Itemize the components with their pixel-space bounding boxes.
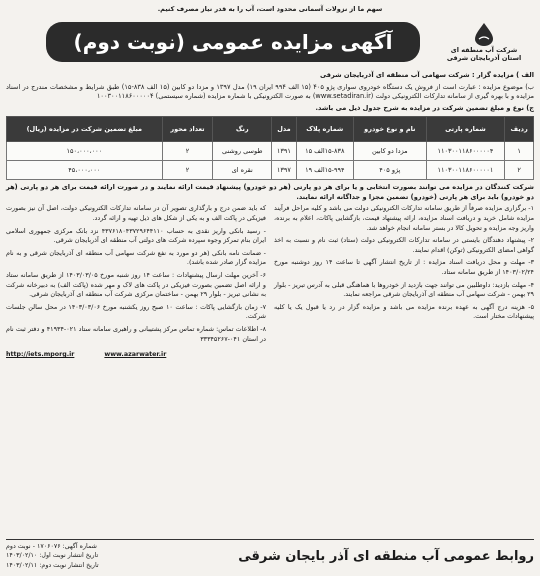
cell: ۱۳۹۱ xyxy=(272,142,296,161)
notice-title: آگهی مزایده عمومی (نوبت دوم) xyxy=(46,22,420,62)
cell: ۲ xyxy=(162,142,213,161)
footer-meta xyxy=(6,542,99,570)
cell: ۲ xyxy=(162,161,213,180)
section-b: ب) موضوع مزایده : عبارت است از فروش یک دستگاه خودروی سواری پژو ۴۰۵ (۱۵ الف ۹۹۴ ایران ۱۹) مدل ۱۳۹۷ و مزدا دو کابین (۱۵ الف ۸۳۸-۱۵) طبق شرایط و مشخصات مندرج در اسناد مزایده و با بهره گیری از سامانه تدارکات الکترونیکی دولت (www.setadiran.ir) به صورت الکترونیکی با شماره مزایده (شماره سیستمی) ۱۰۰۳۰۰۱۱۸۶۰۰۰۰۰۴ xyxy=(6,82,534,101)
header-guarantee-amount: مبلغ تضمین شرکت در مزایده (ریال) xyxy=(7,117,163,142)
header-axle-count: تعداد محور xyxy=(162,117,213,142)
condition-paragraph: ۱- برگزاری مزایده صرفاً از طریق سامانه تدارکات الکترونیکی دولت می باشد و کلیه مراحل فرآیند مزایده شامل خرید و دریافت اسناد مزایده، ارائه پیشنهاد قیمت، بازگشایی پاکات، اعلام به برنده، واریز وجه مزایده و تحویل کالا در بستر سامانه انجام خواهد شد. xyxy=(274,204,534,232)
top-note: سهم ما از نزولات آسمانی محدود است، آب را به قدر نیاز مصرف کنیم. xyxy=(157,5,383,13)
water-drop-logo-icon xyxy=(467,21,501,47)
conditions-right-column xyxy=(274,204,534,347)
cell: ۱۱۰۳۰۰۱۱۸۶۰۰۰۰۰۴ xyxy=(426,142,505,161)
cell: ۱۳۹۷ xyxy=(272,161,296,180)
items-table xyxy=(6,116,534,180)
cell: ۱۵۰،۰۰۰،۰۰۰ xyxy=(7,142,163,161)
condition-paragraph: که باید ضمن درج و بارگذاری تصویر آن در سامانه تدارکات الکترونیکی دولت، اصل آن نیز بصورت فیزیکی در پاکت الف و به یکی از شکل های ذیل تهیه و ارائه گردد. xyxy=(6,204,266,222)
cell: ۴۵،۰۰۰،۰۰۰ xyxy=(7,161,163,180)
conditions-left-column xyxy=(6,204,266,347)
condition-paragraph: - ضمانت نامه بانکی (هر دو مورد به نفع شرکت سهامی آب منطقه ای آذربایجان شرقی و به نام مزایده گزار صادر شده باشد). xyxy=(6,248,266,267)
condition-paragraph: ۲- پیشنهاد دهندگان بایستی در سامانه تدارکات الکترونیکی دولت (ستاد) ثبت نام و نسبت به اخذ گواهی امضای الکترونیکی (توکن) اقدام نمایند. xyxy=(274,236,534,254)
website-links xyxy=(6,351,534,358)
header-model: مدل xyxy=(272,117,296,142)
condition-paragraph: ۵- هزینه درج آگهی به عهده برنده مزایده می باشد و مزایده گزار در رد یا قبول یک یا کلیه پیشنهادات مختار است. xyxy=(274,302,534,321)
cell: پژو ۴۰۵ xyxy=(353,161,426,180)
cell: ۱۱۰۳۰۰۱۱۸۶۰۰۰۰۰۱ xyxy=(426,161,505,180)
website-link-iets[interactable]: http://iets.mporg.ir xyxy=(6,351,75,359)
second-publish-date: تاریخ انتشار نوبت دوم: ۱۴۰۳/۰۲/۱۱ xyxy=(6,561,99,569)
condition-paragraph: ۴- مهلت بازدید: داوطلبین می توانند جهت بازدید از خودروها با هماهنگی قبلی به آدرس تبریز - بلوار ۲۹ بهمن - شرکت سهامی آب منطقه ای آذربایجان شرقی مراجعه نمایند. xyxy=(274,280,534,299)
cell: ۱۵-۸۳۸الف ۱۵ xyxy=(296,142,353,161)
header xyxy=(6,15,534,69)
cell: نقره ای xyxy=(213,161,272,180)
table-row xyxy=(7,161,534,180)
section-a: الف ) مزایده گزار : شرکت سهامی آب منطقه ای آذربایجان شرقی xyxy=(319,71,534,79)
header-party-number: شماره پارتی xyxy=(426,117,505,142)
header-row-number: ردیف xyxy=(505,117,534,142)
condition-paragraph: - رسید بانکی واریز نقدی به حساب ۴۳۷۶۱۸۰۴۳۷۲۹۶۴۴۱۱۰ نزد بانک مرکزی جمهوری اسلامی ایران بنام تمرکز وجوه سپرده شرکت های دولتی آب منطقه ای آذربایجان شرقی. xyxy=(6,226,266,245)
condition-paragraph: ۶- آخرین مهلت ارسال پیشنهادات : ساعت ۱۴ روز شنبه مورخ ۱۴۰۳/۰۳/۰۵ از طریق سامانه ستاد و ارائه اصل تضمین بصورت فیزیکی در پاکت های لاک و مهر شده (پاکت الف) به دبیرخانه شرکت به نشانی تبریز - بلوار ۲۹ بهمن - ساختمان مرکزی شرکت آب منطقه ای آذربایجان شرقی. xyxy=(6,270,266,299)
cell: ۲ xyxy=(505,161,534,180)
cell: طوسی روشنی xyxy=(213,142,272,161)
conditions-columns xyxy=(6,204,534,347)
header-plate-number: شماره پلاک xyxy=(296,117,353,142)
company-logo xyxy=(434,21,534,63)
condition-paragraph: ۷- زمان بازگشایی پاکات : ساعت ۱۰ صبح روز یکشنبه مورخ ۱۴۰۳/۰۳/۰۶ در محل سالن جلسات شرکت. xyxy=(6,302,267,321)
table-row xyxy=(7,142,534,161)
condition-paragraph: ۳- مهلت و محل دریافت اسناد مزایده : از تاریخ انتشار آگهی تا ساعت ۱۴ روز دوشنبه مورخ ۱۴۰۳/۰۲/۲۴ از طریق سامانه ستاد. xyxy=(274,258,535,276)
first-publish-date: تاریخ انتشار نوبت اول: ۱۴۰۳/۰۲/۱۰ xyxy=(6,552,99,560)
logo-line1: شرکت آب منطقه ای xyxy=(450,46,518,55)
logo-line2: استان آذربایجان شرقی xyxy=(446,54,522,62)
cell: ۱ xyxy=(505,142,534,161)
website-link-azarwater[interactable]: www.azarwater.ir xyxy=(104,351,167,359)
cell: ۱۵-۹۹۴الف ۱۹ xyxy=(296,161,353,180)
multi-party-note: شرکت کنندگان در مزایده می توانند بصورت انتخابی و یا برای هر دو پارتی (هر دو خودرو) پیشنهاد قیمت ارائه نمایند و در صورت ارائه قیمت برای هر دو پارتی (هر دو خودرو) باید برای هر پارتی (خودرو) تضمین مجزا و جداگانه ارائه نمایند. xyxy=(6,183,534,201)
notice-number: شماره آگهی: ۱۷۰۶۰۷۶ - نوبت دوم xyxy=(6,542,97,550)
table-header-row xyxy=(7,117,534,142)
header-vehicle-name: نام و نوع خودرو xyxy=(353,117,426,142)
condition-paragraph: ۸- اطلاعات تماس: شماره تماس مرکز پشتیبانی و راهبری سامانه ستاد ۰۲۱-۴۱۹۳۴ و دفتر ثبت نام در استان ۰۴۱-۳۳۳۴۵۲۶۷ xyxy=(6,324,267,343)
cell: مزدا دو کابین xyxy=(353,142,426,161)
footer xyxy=(6,539,534,572)
header-color: رنگ xyxy=(213,117,272,142)
footer-title: روابط عمومی آب منطقه ای آذر بایجان شرقی xyxy=(238,548,534,564)
section-c: ج) نوع و مبلغ تضمین شرکت در مزایده به شرح جدول ذیل می باشد. xyxy=(315,103,534,112)
